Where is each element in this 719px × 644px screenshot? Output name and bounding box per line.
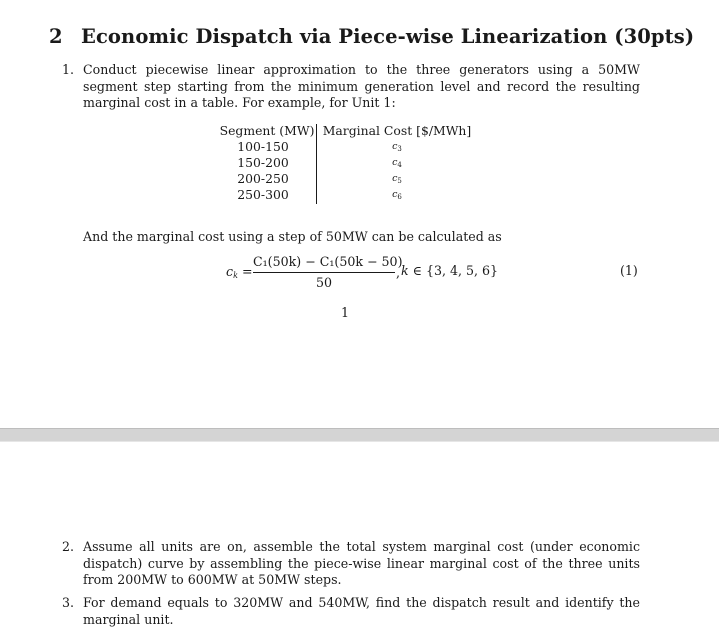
cost-symbol: c xyxy=(392,141,398,152)
table-cell-segment: 250-300 xyxy=(237,187,289,202)
question-item-1 xyxy=(62,62,640,112)
cost-index: 3 xyxy=(397,145,402,153)
equation-denominator: 50 xyxy=(315,275,333,290)
question-item-3 xyxy=(62,595,640,628)
equation-lhs-symbol: c xyxy=(226,264,234,279)
table-cell-cost xyxy=(318,187,476,203)
table-divider xyxy=(316,124,317,204)
cost-symbol: c xyxy=(392,173,398,184)
table-cell-cost xyxy=(318,139,476,155)
equation-comma: , xyxy=(396,265,401,280)
section-title: Economic Dispatch via Piece-wise Linearization (30pts) xyxy=(81,25,695,48)
section-heading xyxy=(49,25,694,48)
condition-set: ∈ {3, 4, 5, 6} xyxy=(408,263,499,278)
table-cell-segment: 200-250 xyxy=(237,171,289,186)
item-label: 1. xyxy=(62,62,75,77)
item-text: For demand equals to 320MW and 540MW, find the dispatch result and identify the marginal unit. xyxy=(83,595,640,627)
explanation-paragraph: And the marginal cost using a step of 50MW can be calculated as xyxy=(83,229,502,244)
cost-index: 5 xyxy=(397,177,402,185)
table-cell-segment: 150-200 xyxy=(237,155,289,170)
cost-symbol: c xyxy=(392,189,398,200)
equation-number: (1) xyxy=(620,263,638,278)
item-text: Conduct piecewise linear approximation to the three generators using a 50MW segment step starting from the minimum generation level and record the resulting marginal cost in a table. For example, for Unit 1: xyxy=(83,62,640,110)
table-cell-cost xyxy=(318,171,476,187)
page-number: 1 xyxy=(341,305,350,320)
page-separator xyxy=(0,428,719,442)
equation-fraction xyxy=(253,254,403,291)
cost-index: 6 xyxy=(397,193,402,201)
equation-lhs xyxy=(226,264,253,280)
equation-numerator: C₁(50k) − C₁(50k − 50) xyxy=(253,254,403,269)
item-label: 3. xyxy=(62,595,75,610)
section-number: 2 xyxy=(49,25,63,48)
cost-index: 4 xyxy=(397,161,402,169)
cost-column xyxy=(318,122,476,203)
equation-equals: = xyxy=(241,264,253,279)
equation-lhs-index: k xyxy=(233,271,238,280)
condition-variable: k xyxy=(401,263,409,278)
table-cell-cost xyxy=(318,155,476,171)
question-item-2 xyxy=(62,539,640,589)
table-header-segment: Segment (MW) xyxy=(219,123,315,138)
segment-column xyxy=(219,122,315,203)
cost-symbol: c xyxy=(392,157,398,168)
item-label: 2. xyxy=(62,539,75,554)
equation-condition xyxy=(401,263,498,278)
table-cell-segment: 100-150 xyxy=(237,139,289,154)
table-header-cost: Marginal Cost [$/MWh] xyxy=(322,123,472,138)
item-text: Assume all units are on, assemble the total system marginal cost (under economic dispatch) curve by assembling the piece-wise linear marginal cost of the three units from 200MW to 600MW at 50MW steps. xyxy=(83,539,640,587)
fraction-bar xyxy=(253,272,395,273)
